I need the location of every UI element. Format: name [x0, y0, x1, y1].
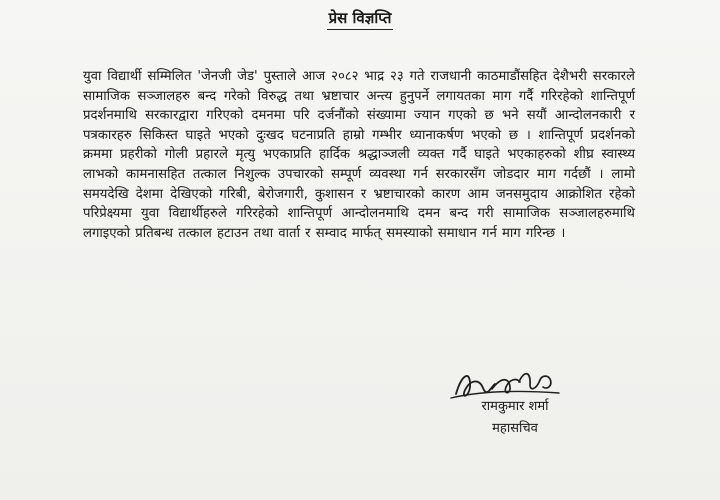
title-container: [0, 8, 720, 30]
press-release-body: [83, 67, 635, 243]
signatory-title: महासचिव: [492, 421, 538, 436]
signatory-name: रामकुमार शर्मा: [481, 399, 549, 414]
body-paragraph: युवा विद्यार्थी सम्मिलित 'जेनजी जेड' पुस्ताले आज २०८२ भाद्र २३ गते राजधानी काठमाडौंसहित देशैभरी सरकारले सामाजिक सञ्जालहरु बन्द गरेको विरुद्ध तथा भ्रष्टाचार अन्त्य हुनुपर्ने लगायतका माग गर्दै गरिरहेको शान्तिपूर्ण प्रदर्शनमाथि सरकारद्वारा गरिएको दमनमा परि दर्जनौंको संख्यामा ज्यान गएको छ भने सयौं आन्दोलनकारी र पत्रकारहरु सिकिस्त घाइते भएको दुःखद घटनाप्रति हाम्रो गम्भीर ध्यानाकर्षण भएको छ । शान्तिपूर्ण प्रदर्शनको क्रममा प्रहरीको गोली प्रहारले मृत्यु भएकाप्रति हार्दिक श्रद्धाञ्जली व्यक्त गर्दै घाइते भएकाहरुको शीघ्र स्वास्थ्य लाभको कामनासहित तत्काल निशुल्क उपचारको सम्पूर्ण व्यवस्था गर्न सरकारसँग जोडदार माग गर्दछौं । लामो समयदेखि देशमा देखिएको गरिबी, बेरोजगारी, कुशासन र भ्रष्टाचारको कारण आम जनसमुदाय आक्रोशित रहेको परिप्रेक्ष्यमा युवा विद्यार्थीहरुले गरिरहेको शान्तिपूर्ण आन्दोलनमाथि दमन बन्द गरी सामाजिक सञ्जालहरुमाथि लगाइएको प्रतिबन्ध तत्काल हटाउन तथा वार्ता र सम्वाद मार्फत् समस्याको समाधान गर्न माग गरिन्छ ।: [83, 69, 635, 241]
document-title: प्रेस विज्ञप्ति: [327, 8, 394, 30]
